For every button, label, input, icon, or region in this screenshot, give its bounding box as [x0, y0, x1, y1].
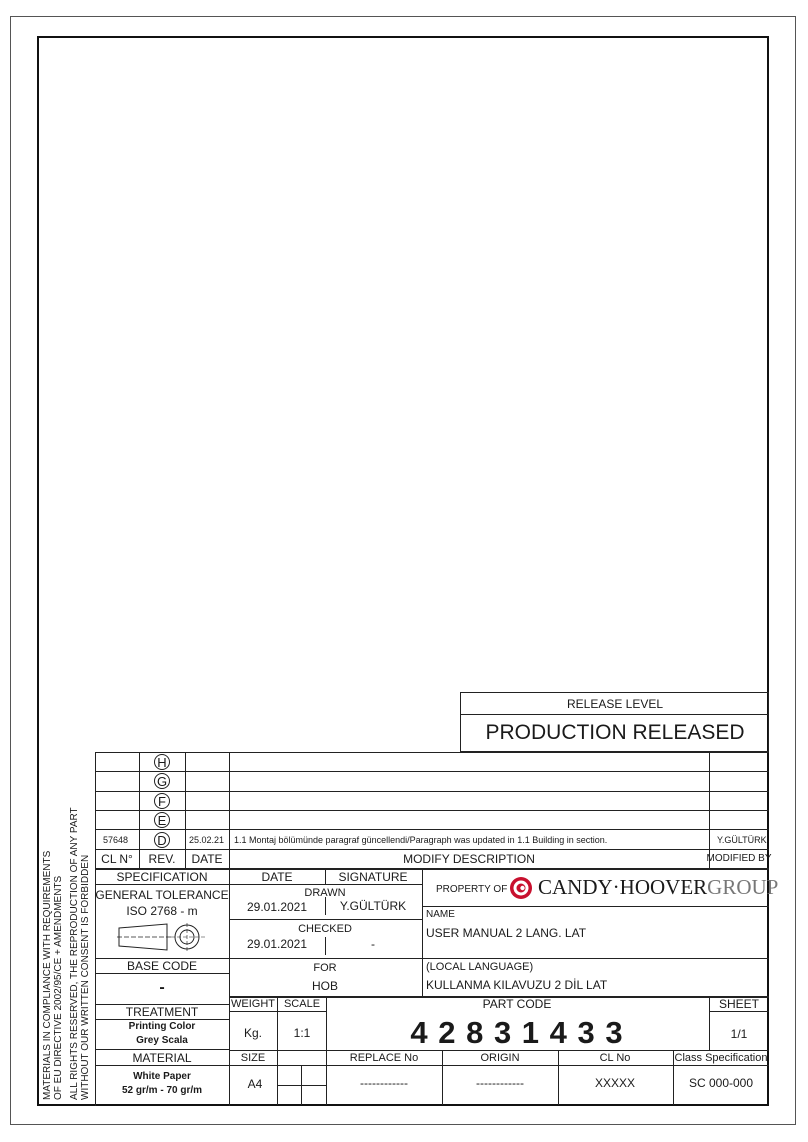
local-language-value: KULLANMA KILAVUZU 2 DİL LAT [426, 978, 608, 992]
checked-date: 29.01.2021 [246, 937, 308, 951]
company-suffix: GROUP [707, 875, 779, 899]
specification-label: SPECIFICATION [116, 870, 208, 884]
header-modified-by: MODIFIED BY [706, 853, 772, 864]
rev-entry-description: 1.1 Montaj bölümünde paragraf güncellendi/Paragraph was updated in 1.1 Building in section. [234, 835, 608, 845]
rev-entry-cl-no: 57648 [103, 835, 129, 845]
candy-hoover-logo-icon [509, 876, 533, 900]
material-line2: 52 gr/m - 70 gr/m [121, 1085, 203, 1096]
checked-by: - [371, 937, 375, 951]
local-language-label: (LOCAL LANGUAGE) [426, 961, 534, 973]
replace-value: ------------ [360, 1076, 408, 1090]
drawn-by: Y.GÜLTÜRK [339, 899, 407, 913]
material-line1: White Paper [133, 1071, 191, 1082]
rev-letter-f: F [154, 793, 170, 809]
base-code-label: BASE CODE [126, 959, 198, 973]
rev-letter-g: G [154, 773, 170, 789]
drawn-date: 29.01.2021 [246, 900, 308, 914]
treatment-line2: Grey Scala [136, 1035, 188, 1046]
part-code-label: PART CODE [482, 997, 552, 1011]
treatment-line1: Printing Color [128, 1021, 196, 1032]
replace-label: REPLACE No [349, 1052, 419, 1064]
legal-line-3: ALL RIGHTS RESERVED, THE REPRODUCTION OF ANY PART [69, 807, 80, 1100]
property-of-label: PROPERTY OF [436, 884, 508, 895]
release-status: PRODUCTION RELEASED [485, 721, 745, 744]
legal-line-2: OF EU DIRECTIVE 2002/95/CE + AMENDMENTS [53, 875, 64, 1100]
cl-no-value: XXXXX [594, 1076, 636, 1090]
tolerance-line1: GENERAL TOLERANCE [95, 888, 229, 902]
origin-label: ORIGIN [480, 1052, 520, 1064]
weight-unit: Kg. [243, 1026, 263, 1040]
header-modify-description: MODIFY DESCRIPTION [403, 852, 535, 866]
legal-notice-compliance [42, 851, 64, 1100]
class-spec-value: SC 000-000 [688, 1076, 754, 1090]
for-label: FOR [313, 962, 337, 974]
header-date: DATE [191, 852, 223, 866]
scale-label: SCALE [283, 998, 321, 1010]
material-label: MATERIAL [132, 1051, 192, 1065]
weight-label: WEIGHT [231, 998, 275, 1010]
treatment-label: TREATMENT [125, 1005, 199, 1019]
size-value: A4 [247, 1077, 263, 1091]
release-level-label: RELEASE LEVEL [566, 697, 664, 711]
rev-entry-date: 25.02.21 [189, 835, 225, 845]
rev-entry-modified-by: Y.GÜLTÜRK [717, 835, 767, 845]
base-code-value: - [159, 979, 165, 996]
release-level-box [460, 692, 769, 752]
cl-no-label: CL No [599, 1052, 631, 1064]
rev-letter-d: D [154, 832, 170, 848]
legal-notice-rights [69, 807, 91, 1100]
tolerance-line2: ISO 2768 - m [126, 904, 198, 918]
name-label: NAME [426, 909, 455, 920]
checked-label: CHECKED [298, 923, 352, 935]
header-rev: REV. [148, 852, 176, 866]
name-value: USER MANUAL 2 LANG. LAT [426, 926, 587, 940]
header-cl-no: CL N° [101, 852, 133, 866]
projection-symbol-icon [117, 923, 207, 953]
sheet-value: 1/1 [730, 1027, 748, 1041]
legal-line-4: WITHOUT OUR WRITTEN CONSENT IS FORBIDDEN [80, 854, 91, 1100]
scale-value: 1:1 [293, 1026, 311, 1040]
company-name: CANDY·HOOVER [538, 875, 708, 899]
legal-line-1: MATERIALS IN COMPLIANCE WITH REQUIREMENTS [42, 850, 53, 1100]
for-value: HOB [311, 979, 339, 993]
size-label: SIZE [240, 1052, 266, 1064]
part-code-value: 4 2 8 3 1 4 3 3 [410, 1015, 624, 1050]
rev-letter-e: E [154, 812, 170, 828]
sheet-label: SHEET [718, 997, 760, 1011]
approval-signature-label: SIGNATURE [338, 870, 408, 884]
drawn-label: DRAWN [304, 887, 346, 899]
class-spec-label: Class Specification [674, 1052, 768, 1064]
title-block [95, 752, 779, 1106]
rev-letter-h: H [154, 754, 170, 770]
origin-value: ------------ [476, 1076, 524, 1090]
approval-date-label: DATE [261, 870, 293, 884]
